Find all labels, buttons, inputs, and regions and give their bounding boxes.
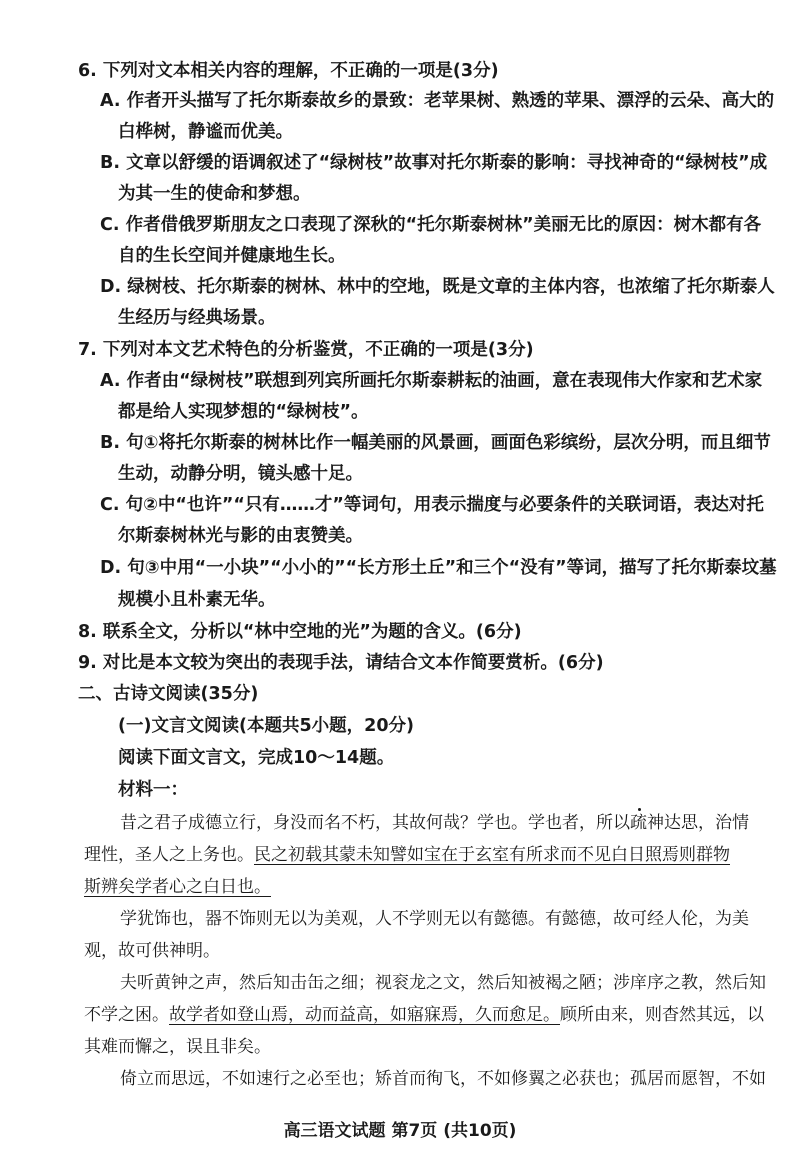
q7-option-d-line1: D. 句③中用“一小块”“小小的”“长方形土丘”和三个“没有”等词，描写了托尔斯泰坟墓 (100, 558, 777, 578)
q6-stem: 6. 下列对文本相关内容的理解，不正确的一项是(3分) (78, 61, 499, 81)
page-footer: 高三语文试题 第7页 (共10页) (283, 1121, 517, 1141)
subsection-heading: (一)文言文阅读(本题共5小题，20分) (118, 716, 415, 736)
q7-option-c-line2: 尔斯泰树林光与影的由衷赞美。 (118, 526, 363, 546)
passage-p3-line3: 其难而懈之，误且非矣。 (84, 1037, 271, 1057)
passage-p1-line1: 昔之君子成德立行，身没而名不朽，其故何哉？学也。学也者，所以疏神达思，治情 (120, 813, 749, 833)
q6-option-d-line1: D. 绿树枝、托尔斯泰的树林、林中的空地，既是文章的主体内容，也浓缩了托尔斯泰人 (100, 277, 775, 297)
passage-p2-line1: 学犹饰也，器不饰则无以为美观，人不学则无以有懿德。有懿德，故可经人伦，为美 (120, 909, 749, 929)
material-label: 材料一： (118, 780, 188, 800)
q7-option-b-line2: 生动，动静分明，镜头感十足。 (118, 464, 363, 484)
underlined-sentence-end: 斯辨矣学者心之白日也。 (84, 877, 271, 897)
emphasized-character: 疏 (630, 813, 647, 833)
q6-option-a-line1: A. 作者开头描写了托尔斯泰故乡的景致：老苹果树、熟透的苹果、漂浮的云朵、高大的 (100, 91, 775, 111)
section-heading: 二、古诗文阅读(35分) (78, 684, 259, 704)
underlined-sentence: 民之初载其蒙未知譬如宝在于玄室有所求而不见白日照焉则群物 (254, 845, 730, 865)
passage-p4-line1: 倚立而思远，不如速行之必至也；矫首而徇飞，不如修翼之必获也；孤居而愿智，不如 (120, 1069, 766, 1089)
q6-option-d-line2: 生经历与经典场景。 (118, 308, 276, 328)
reading-instruction: 阅读下面文言文，完成10～14题。 (118, 748, 395, 768)
q6-option-c-line1: C. 作者借俄罗斯朋友之口表现了深秋的“托尔斯泰树林”美丽无比的原因：树木都有各 (100, 215, 762, 235)
q7-option-a-line1: A. 作者由“绿树枝”联想到列宾所画托尔斯泰耕耘的油画，意在表现伟大作家和艺术家 (100, 371, 763, 391)
q7-option-d-line2: 规模小且朴素无华。 (118, 590, 276, 610)
q6-option-c-line2: 自的生长空间并健康地生长。 (118, 246, 346, 266)
q7-stem: 7. 下列对本文艺术特色的分析鉴赏，不正确的一项是(3分) (78, 340, 534, 360)
q8-stem: 8. 联系全文，分析以“林中空地的光”为题的含义。(6分) (78, 622, 522, 642)
q7-option-b-line1: B. 句①将托尔斯泰的树林比作一幅美丽的风景画，画面色彩缤纷，层次分明，而且细节 (100, 433, 771, 453)
passage-p1-line3 (84, 874, 271, 900)
underlined-sentence-2: 故学者如登山焉，动而益高，如寤寐焉，久而愈足。 (169, 1005, 560, 1025)
passage-p2-line2: 观，故可供神明。 (84, 941, 220, 961)
q6-option-a-line2: 白桦树，静谧而优美。 (118, 122, 293, 142)
q6-option-b-line1: B. 文章以舒缓的语调叙述了“绿树枝”故事对托尔斯泰的影响：寻找神奇的“绿树枝”成 (100, 153, 768, 173)
q7-option-a-line2: 都是给人实现梦想的“绿树枝”。 (118, 402, 369, 422)
passage-p3-line1: 夫听黄钟之声，然后知击缶之细；视衮龙之文，然后知被褐之陋；涉庠序之教，然后知 (120, 973, 766, 993)
q7-option-c-line1: C. 句②中“也许”“只有……才”等词句，用表示揣度与必要条件的关联词语，表达对托 (100, 495, 764, 515)
passage-p1-line2: 理性，圣人之上务也。民之初载其蒙未知譬如宝在于玄室有所求而不见白日照焉则群物 (84, 845, 730, 865)
q6-option-b-line2: 为其一生的使命和梦想。 (118, 184, 311, 204)
q9-stem: 9. 对比是本文较为突出的表现手法，请结合文本作简要赏析。(6分) (78, 653, 604, 673)
passage-p3-line2: 不学之困。故学者如登山焉，动而益高，如寤寐焉，久而愈足。顾所由来，则杳然其远，以 (84, 1005, 764, 1025)
